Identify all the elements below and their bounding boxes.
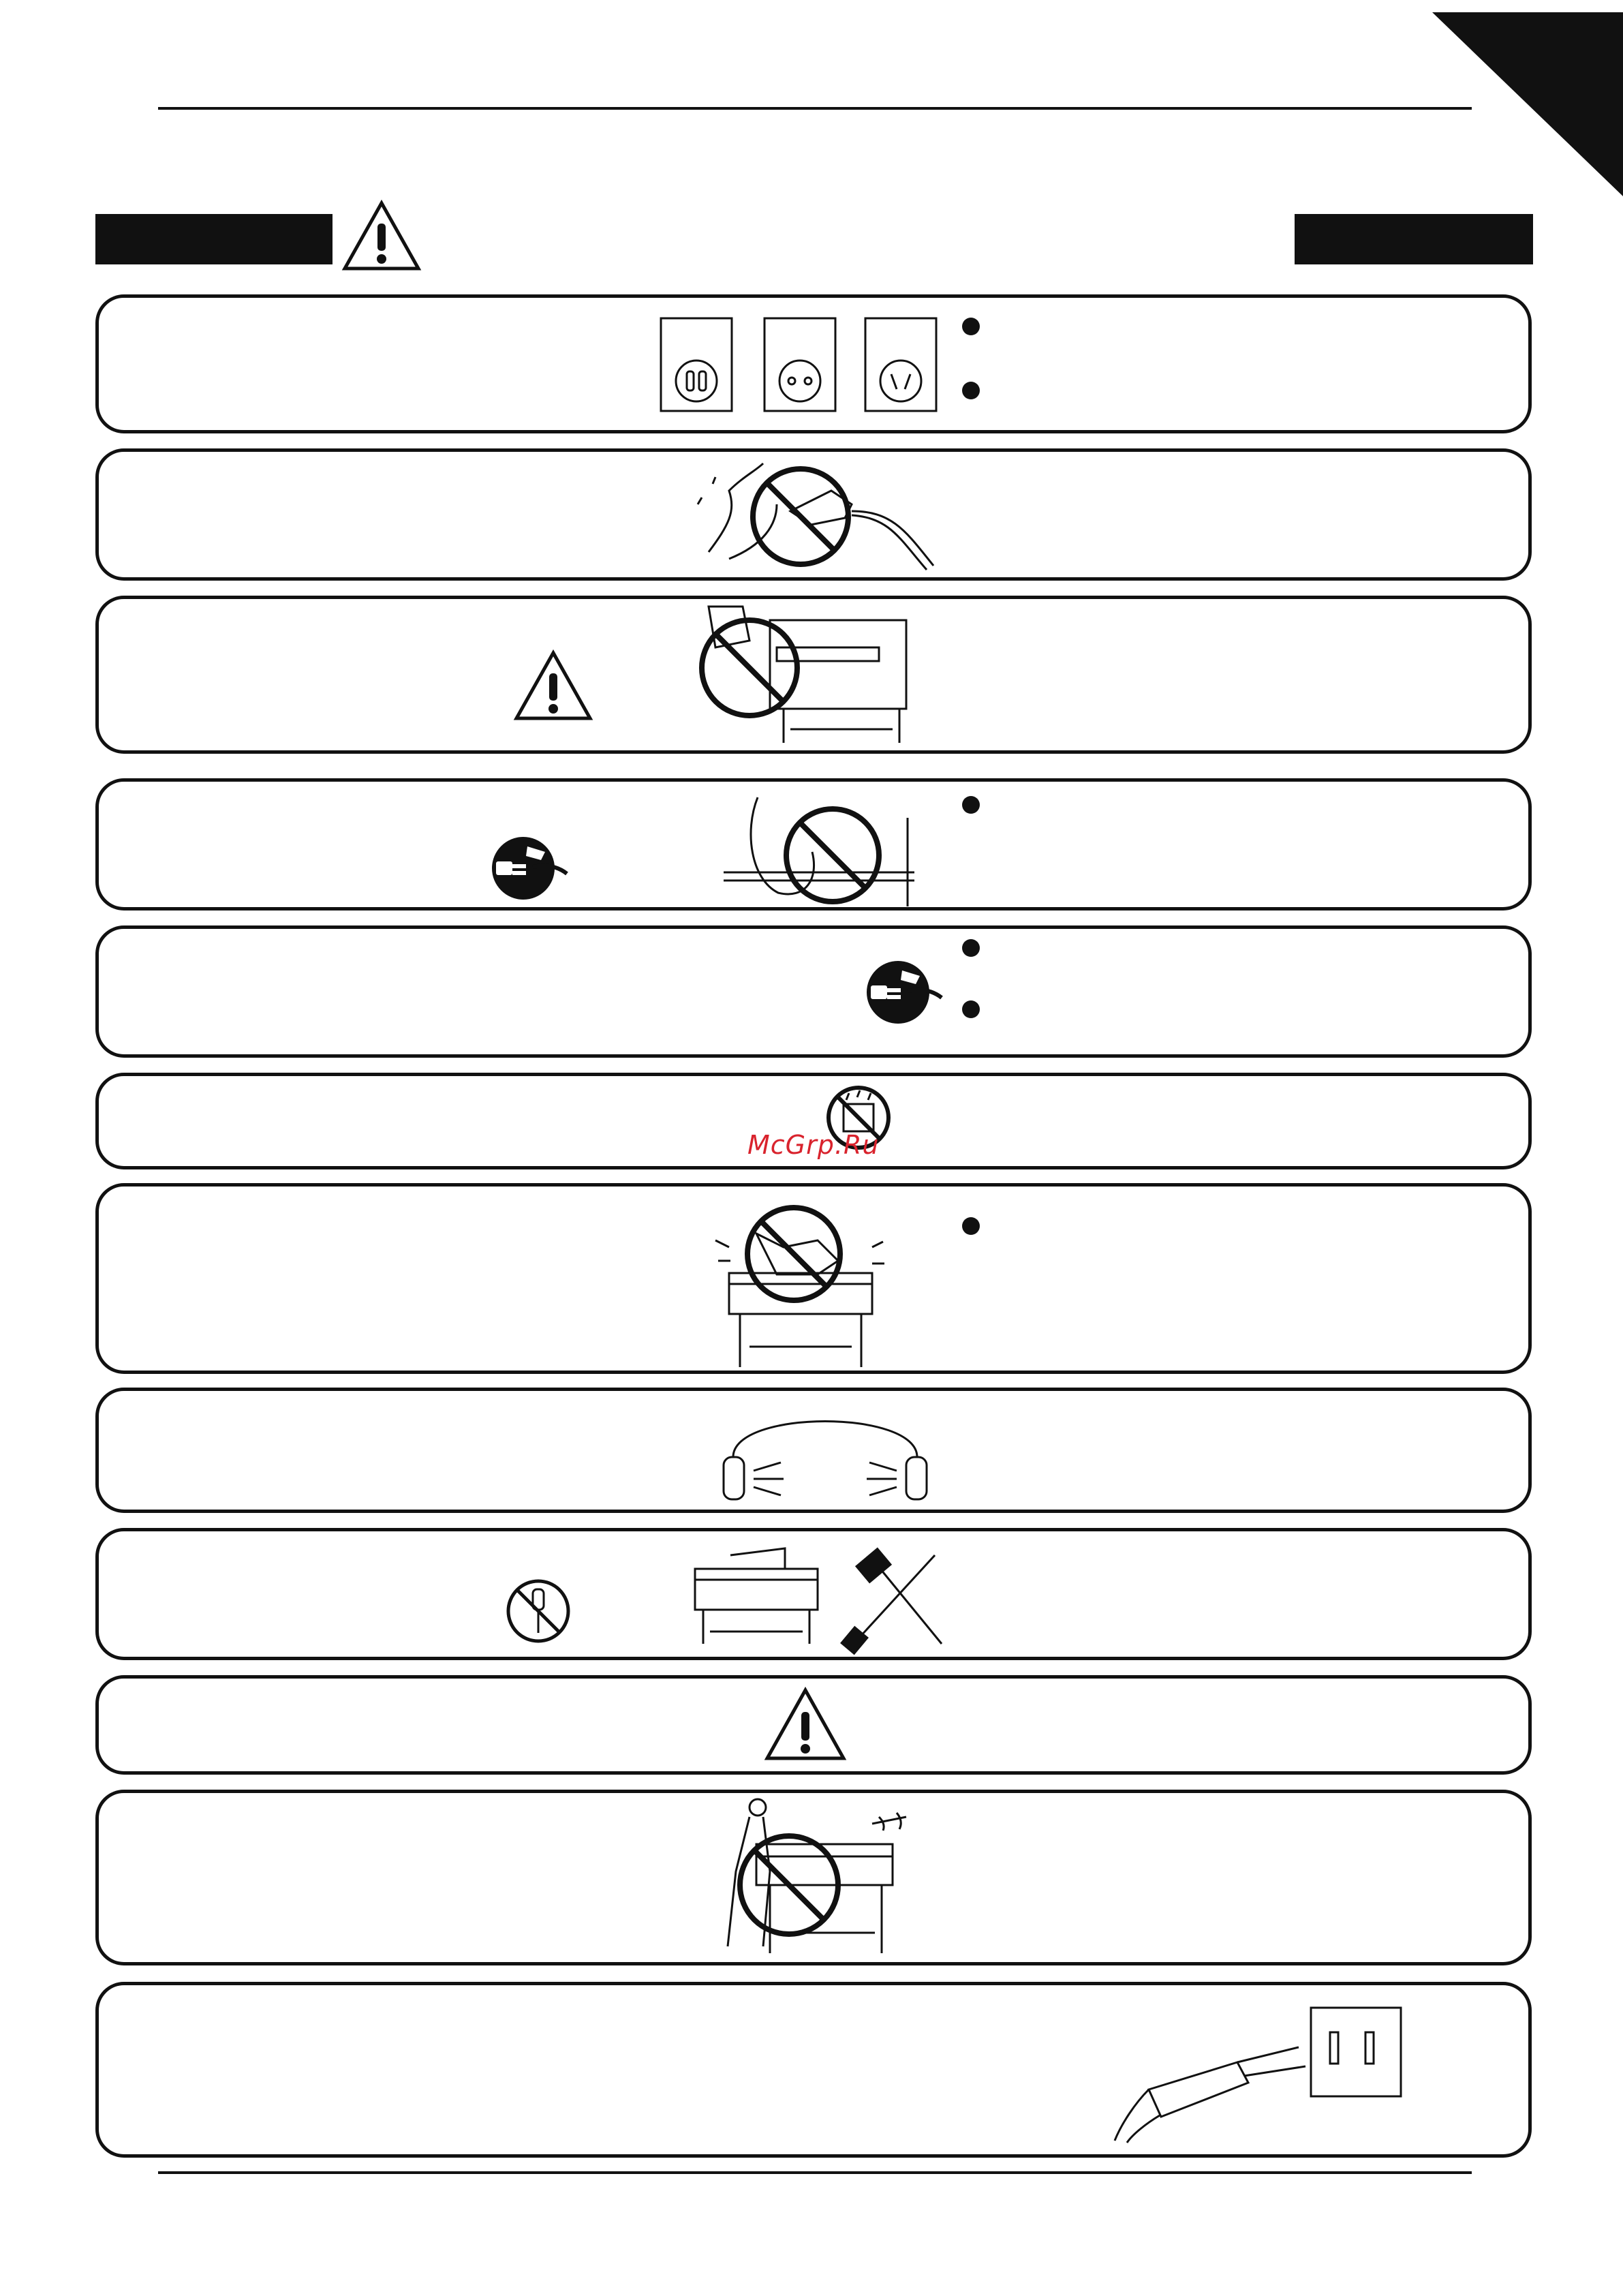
warning-triangle-icon (512, 649, 594, 722)
bullet-dot (962, 1217, 980, 1235)
bullet-dot (962, 1000, 980, 1018)
unplug-icon (485, 833, 570, 901)
header-bar-right (1295, 214, 1533, 264)
header-bar-left (95, 214, 333, 264)
warning-triangle-icon (763, 1686, 848, 1762)
no-force-on-keys-icon (715, 1193, 886, 1371)
plug-socket-icon (1108, 2001, 1412, 2144)
watermark: McGrp.Ru (747, 1130, 880, 1160)
bullet-dot (962, 382, 980, 399)
corner-tab (1432, 12, 1623, 196)
headphones-icon (720, 1403, 931, 1505)
piano-icon (690, 1542, 822, 1651)
bullet-dot (962, 796, 980, 814)
no-wet-hands-icon (688, 450, 940, 572)
tools-icon (839, 1542, 948, 1656)
no-disassemble-icon (504, 1578, 572, 1644)
warning-triangle-icon (341, 199, 422, 273)
unplug-icon (860, 957, 944, 1025)
bottom-rule (158, 2171, 1472, 2174)
warning-panel-5 (95, 925, 1532, 1058)
no-lean-on-piano-icon (709, 1796, 913, 1960)
top-rule (158, 107, 1472, 110)
no-hand-in-gap-icon (724, 791, 921, 906)
no-liquid-container-icon (688, 600, 913, 746)
outlet-icon (660, 317, 939, 412)
bullet-dot (962, 939, 980, 957)
bullet-dot (962, 318, 980, 335)
